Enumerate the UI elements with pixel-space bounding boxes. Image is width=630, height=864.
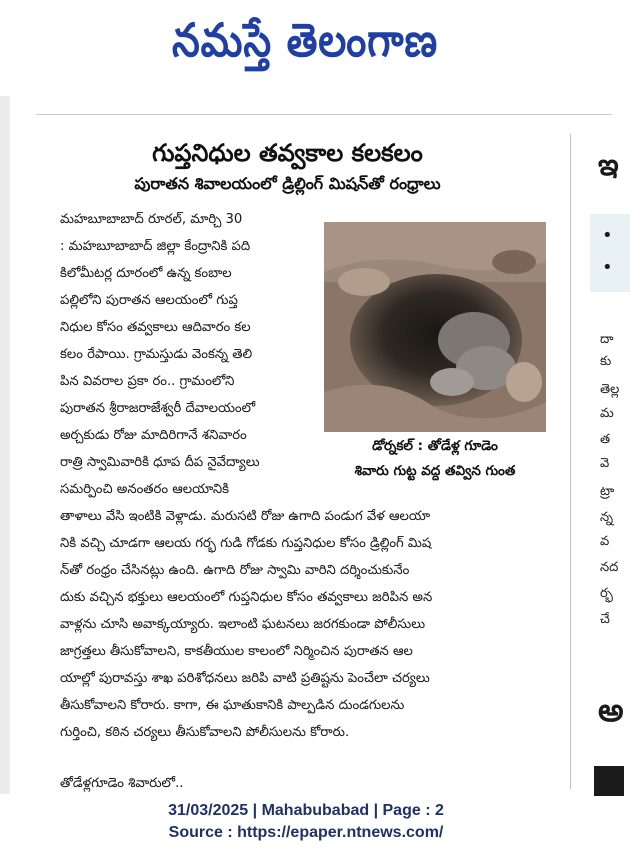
page-edge-shadow — [0, 96, 10, 794]
body-line: మహబూబాబాద్ రూరల్, మార్చి 30 — [60, 212, 243, 227]
adjacent-article-column — [580, 134, 624, 794]
article-body-narrow — [60, 206, 550, 503]
bullet-icon: • — [602, 257, 613, 278]
body-line: దుకు వచ్చిన భక్తులు ఆలయంలో గుప్తనిధుల కోసం తవ్వకాలు జరిపిన అన — [60, 590, 433, 605]
adjacent-fragment: చే — [600, 612, 610, 627]
adjacent-fragment: త — [600, 432, 611, 447]
adjacent-fragment: ట్రా — [600, 484, 615, 499]
adjacent-heading-2: అ — [598, 691, 624, 729]
body-line: : మహబూబాబాద్ జిల్లా కేంద్రానికి పది — [60, 239, 251, 254]
body-line: తీసుకోవాలని కోరారు. కాగా, ఈ ఘాతుకానికి పాల్పడిన దుండగులను — [60, 698, 405, 713]
body-line: నిధుల కోసం తవ్వకాలు ఆదివారం కల — [60, 320, 251, 335]
adjacent-fragment: మ — [600, 406, 614, 421]
footer-date-line: 31/03/2025 | Mahabubabad | Page : 2 — [168, 802, 444, 819]
body-line: న్‌తో రంధ్రం చేసినట్లు ఉంది. ఉగాది రోజు స్వామి వారిని దర్శించుకునేం — [60, 563, 410, 578]
adjacent-fragment: నద — [600, 560, 619, 575]
body-line: యాల్లో పురావస్తు శాఖ పరిశోధనలు జరిపి వాటి ప్రతిష్టను పెంచేలా చర్యలు — [60, 671, 430, 686]
body-line: తాళాలు వేసి ఇంటికి వెళ్లాడు. మరుసటి రోజు ఉగాది పండుగ వేళ ఆలయా — [60, 509, 431, 524]
adjacent-fragment: ర్భ — [600, 586, 613, 601]
footer-source-line[interactable]: Source : https://epaper.ntnews.com/ — [168, 824, 444, 841]
column-divider — [570, 134, 571, 789]
top-divider — [36, 114, 612, 115]
adjacent-fragment: తెల్ల — [600, 382, 620, 397]
body-line: నికి వచ్చి చూడగా ఆలయ గర్భ గుడి గోడకు గుప్తనిధుల కోసం డ్రిల్లింగ్ మిష — [60, 536, 432, 551]
bullet-icon: • — [602, 225, 613, 246]
article-headline: గుప్తనిధుల తవ్వకాల కలకలం — [152, 139, 423, 167]
caption-line-2: శివారు గుట్ట వద్ద తవ్విన గుంత — [354, 463, 516, 479]
body-line-cut: తోడేళ్లగూడెం శివారులో.. — [60, 776, 184, 791]
adjacent-heading: ఇ — [598, 148, 619, 183]
adjacent-photo-edge — [594, 766, 624, 796]
body-line: సమర్పించి అనంతరం ఆలయానికి — [60, 482, 230, 497]
adjacent-fragment: న్న — [600, 510, 613, 525]
newspaper-logo: నమస్తే తెలంగాణ — [171, 13, 439, 67]
adjacent-fragment: కు — [600, 354, 612, 369]
body-line: పిన వివరాల ప్రకా రం.. గ్రామంలోని — [60, 374, 235, 389]
adjacent-fragment: వ — [600, 534, 610, 549]
article-body-wide — [60, 503, 550, 746]
body-line: జాగ్రత్తలు తీసుకోవాలని, కాకతీయుల కాలంలో నిర్మించిన పురాతన ఆల — [60, 644, 413, 659]
article-subheadline: పురాతన శివాలయంలో డ్రిల్లింగ్ మిషన్‌తో రంధ్రాలు — [134, 174, 441, 193]
masthead — [0, 0, 612, 85]
body-line: కిలోమీటర్ల దూరంలో ఉన్న కంబాల — [60, 266, 232, 281]
body-line: గుర్తించి, కఠిన చర్యలు తీసుకోవాలని పోలీసులను కోరారు. — [60, 725, 350, 740]
body-line: వాళ్లను చూసి అవాక్కయ్యారు. ఇలాంటి ఘటనలు జరగకుండా పోలీసులు — [60, 617, 426, 632]
adjacent-fragment: వె — [600, 456, 610, 471]
body-line: కలం రేపాయి. గ్రామస్తుడు వెంకన్న తెలి — [60, 347, 253, 362]
adjacent-fragment: దా — [600, 332, 614, 347]
body-line: పల్లిలోని పురాతన ఆలయంలో గుప్త — [60, 293, 238, 308]
body-line: అర్చకుడు రోజు మాదిరిగానే శనివారం — [60, 428, 247, 443]
body-line: పురాతన శ్రీరాజరాజేశ్వరీ దేవాలయంలో — [60, 401, 256, 416]
caption-line-1: డోర్నకల్ : తోడేళ్ల గూడెం — [372, 438, 498, 454]
body-line: రాత్రి స్వామివారికి ధూప దీప నైవేద్యాలు — [60, 455, 260, 470]
